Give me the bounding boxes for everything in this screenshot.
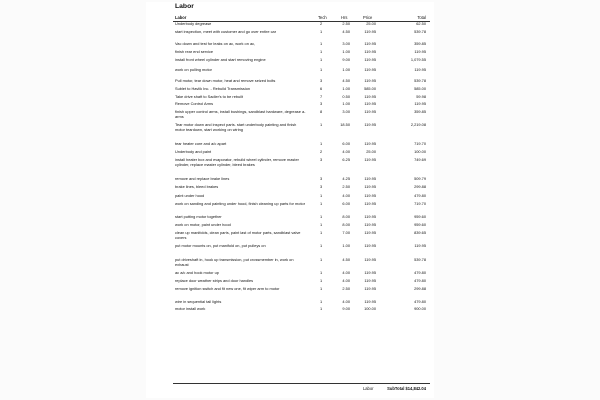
row-total: 359.85 bbox=[414, 109, 426, 114]
row-hours: 4.50 bbox=[342, 78, 350, 83]
row-hours: 1.00 bbox=[342, 49, 350, 54]
row-price: 119.95 bbox=[364, 49, 376, 54]
row-total: 509.79 bbox=[414, 176, 426, 181]
row-hours: 18.50 bbox=[340, 122, 350, 127]
row-tech: 1 bbox=[320, 286, 323, 291]
row-price: 119.95 bbox=[364, 41, 376, 46]
header-price: Price bbox=[363, 15, 373, 20]
row-description: remove and replace brake lines bbox=[175, 176, 230, 181]
row-tech: 2 bbox=[320, 149, 323, 154]
row-tech: 1 bbox=[320, 270, 323, 275]
row-price: 119.95 bbox=[364, 109, 376, 114]
row-hours: 4.00 bbox=[342, 270, 350, 275]
row-description: start putting motor together bbox=[175, 214, 222, 219]
row-description: replace door weather strips and door handles bbox=[175, 278, 254, 283]
row-description: Vac down and test for leaks on ac, work on ac, bbox=[175, 41, 256, 46]
row-total: 299.88 bbox=[414, 184, 426, 189]
row-hours: 8.00 bbox=[342, 222, 350, 227]
row-total: 900.00 bbox=[414, 306, 426, 311]
row-total: 479.80 bbox=[414, 299, 426, 304]
row-price: 119.95 bbox=[364, 278, 376, 283]
row-hours: 3.00 bbox=[342, 41, 350, 46]
row-tech: 1 bbox=[320, 278, 323, 283]
row-price: 119.95 bbox=[364, 286, 376, 291]
row-total: 1,079.55 bbox=[410, 57, 426, 62]
row-price: 25.00 bbox=[366, 21, 376, 26]
row-price: 119.95 bbox=[364, 101, 376, 106]
row-total: 719.70 bbox=[414, 201, 426, 206]
row-price: 119.95 bbox=[364, 257, 376, 262]
row-total: 100.00 bbox=[414, 149, 426, 154]
row-price: 119.95 bbox=[364, 299, 376, 304]
row-hours: 4.00 bbox=[342, 149, 350, 154]
row-total: 119.95 bbox=[414, 49, 426, 54]
row-total: 839.65 bbox=[414, 230, 426, 235]
row-description: brake lines, bleed brakes bbox=[175, 184, 219, 189]
row-tech: 6 bbox=[320, 86, 323, 91]
subtotal: SubTotal $14,842.04 bbox=[387, 386, 426, 391]
header-total: Total bbox=[417, 15, 426, 20]
row-tech: 3 bbox=[320, 184, 323, 189]
row-total: 479.80 bbox=[414, 270, 426, 275]
footer-label: Labor bbox=[363, 386, 374, 391]
row-tech: 3 bbox=[320, 78, 323, 83]
row-total: 62.50 bbox=[416, 21, 426, 26]
row-tech: 3 bbox=[320, 157, 323, 162]
row-total: 719.70 bbox=[414, 141, 426, 146]
row-price: 119.95 bbox=[364, 270, 376, 275]
row-price: 119.95 bbox=[364, 184, 376, 189]
row-price: 119.95 bbox=[364, 57, 376, 62]
row-description: paint under hood bbox=[175, 193, 205, 198]
header-tech: Tech bbox=[318, 15, 327, 20]
row-tech: 1 bbox=[320, 141, 323, 146]
row-total: 539.78 bbox=[414, 78, 426, 83]
row-price: 100.00 bbox=[364, 306, 376, 311]
row-tech: 1 bbox=[320, 230, 323, 235]
row-hours: 2.50 bbox=[342, 184, 350, 189]
row-description: Sublet to Havlik Inc. - Rebuild Transmission bbox=[175, 86, 251, 91]
row-total: 539.78 bbox=[414, 257, 426, 262]
row-description: Tear motor down and inspect parts. start underbody painting and finish motor teardown, start working on wiring bbox=[175, 122, 297, 132]
row-tech: 1 bbox=[320, 122, 323, 127]
row-description: finish upper control arms, install bushings, sandblast hardware, degrease a-arms bbox=[175, 109, 306, 119]
row-description: Remove Control Arms bbox=[175, 101, 214, 106]
row-tech: 1 bbox=[320, 41, 323, 46]
row-hours: 6.00 bbox=[342, 141, 350, 146]
table-header bbox=[173, 15, 430, 22]
row-description: put motor mounts on, put manifold on, put pulleys on bbox=[175, 243, 266, 248]
row-description: finish rear end service bbox=[175, 49, 214, 54]
row-total: 299.88 bbox=[414, 286, 426, 291]
row-tech: 1 bbox=[320, 57, 323, 62]
row-hours: 1.00 bbox=[342, 101, 350, 106]
row-description: tear heater core and a/c apart bbox=[175, 141, 227, 146]
row-price: 119.95 bbox=[364, 141, 376, 146]
row-hours: 4.50 bbox=[342, 29, 350, 34]
row-description: Underbody and paint bbox=[175, 149, 212, 154]
row-total: 539.78 bbox=[414, 29, 426, 34]
header-labor: Labor bbox=[175, 15, 187, 20]
row-tech: 7 bbox=[320, 94, 323, 99]
header-hrs: Hrs bbox=[341, 15, 348, 20]
row-hours: 9.00 bbox=[342, 57, 350, 62]
row-hours: 1.00 bbox=[342, 86, 350, 91]
row-price: 119.95 bbox=[364, 193, 376, 198]
row-price: 119.95 bbox=[364, 214, 376, 219]
row-tech: 3 bbox=[320, 101, 323, 106]
page-title: Labor bbox=[175, 3, 194, 10]
row-description: Take drive shaft to Sadler's to be rebuilt bbox=[175, 94, 243, 99]
row-tech: 1 bbox=[320, 214, 323, 219]
row-description: wire in sequential tail lights bbox=[175, 299, 222, 304]
row-tech: 1 bbox=[320, 222, 323, 227]
row-tech: 1 bbox=[320, 299, 323, 304]
row-description: work on sanding and painting under hood, finish cleaning up parts for motor bbox=[175, 201, 305, 206]
row-hours: 9.00 bbox=[342, 306, 350, 311]
row-total: 119.95 bbox=[414, 243, 426, 248]
row-price: 119.95 bbox=[364, 78, 376, 83]
row-hours: 6.25 bbox=[342, 157, 350, 162]
row-tech: 1 bbox=[320, 49, 323, 54]
row-tech: 3 bbox=[320, 176, 323, 181]
row-hours: 1.00 bbox=[342, 243, 350, 248]
row-tech: 8 bbox=[320, 109, 323, 114]
row-hours: 3.00 bbox=[342, 109, 350, 114]
row-price: 119.95 bbox=[364, 243, 376, 248]
row-description: install front wheel cylinder and start removing engine bbox=[175, 57, 266, 62]
row-tech: 1 bbox=[320, 29, 323, 34]
row-tech: 2 bbox=[320, 21, 323, 26]
row-price: 585.00 bbox=[364, 86, 376, 91]
row-price: 25.00 bbox=[366, 149, 376, 154]
row-hours: 7.00 bbox=[342, 230, 350, 235]
row-total: 59.98 bbox=[416, 94, 426, 99]
row-hours: 4.50 bbox=[342, 257, 350, 262]
row-hours: 4.00 bbox=[342, 278, 350, 283]
row-total: 749.69 bbox=[414, 157, 426, 162]
row-price: 119.95 bbox=[364, 176, 376, 181]
row-total: 959.60 bbox=[414, 222, 426, 227]
row-price: 119.95 bbox=[364, 201, 376, 206]
row-total: 479.80 bbox=[414, 193, 426, 198]
row-description: remove ignition switch and fit new one, fit wiper arm to motor bbox=[175, 286, 280, 291]
row-tech: 1 bbox=[320, 67, 323, 72]
row-price: 119.95 bbox=[364, 67, 376, 72]
row-price: 119.95 bbox=[364, 29, 376, 34]
row-tech: 1 bbox=[320, 243, 323, 248]
row-description: install heater box and evaporator, rebuild wheel cylinder, remove master cylinder, replace master cylinder, bleed brakes bbox=[175, 157, 299, 167]
row-hours: 0.50 bbox=[342, 94, 350, 99]
row-price: 119.95 bbox=[364, 157, 376, 162]
row-description: Pull motor, tear down motor, heat and remove seized bolts bbox=[175, 78, 276, 83]
row-total: 479.80 bbox=[414, 278, 426, 283]
row-total: 359.85 bbox=[414, 41, 426, 46]
row-total: 2,219.08 bbox=[410, 122, 426, 127]
row-description: clean up manifolds, clean parts, paint last of motor parts, sandblast valve covers bbox=[175, 230, 301, 240]
row-tech: 1 bbox=[320, 193, 323, 198]
row-price: 119.95 bbox=[364, 230, 376, 235]
row-total: 585.00 bbox=[414, 86, 426, 91]
row-total: 119.95 bbox=[414, 101, 426, 106]
row-description: Underbody degrease bbox=[175, 21, 212, 26]
row-total: 959.60 bbox=[414, 214, 426, 219]
row-hours: 8.00 bbox=[342, 214, 350, 219]
row-total: 119.95 bbox=[414, 67, 426, 72]
row-hours: 6.00 bbox=[342, 201, 350, 206]
row-price: 119.95 bbox=[364, 222, 376, 227]
row-description: motor install work bbox=[175, 306, 206, 311]
row-hours: 4.00 bbox=[342, 193, 350, 198]
row-description: put driveshaft in, hook up transmission, put crossmember in, work on exhaust bbox=[175, 257, 294, 267]
row-hours: 4.25 bbox=[342, 176, 350, 181]
row-hours: 1.00 bbox=[342, 67, 350, 72]
row-tech: 1 bbox=[320, 306, 323, 311]
row-tech: 1 bbox=[320, 201, 323, 206]
row-description: work on pulling motor bbox=[175, 67, 212, 72]
row-price: 119.95 bbox=[364, 122, 376, 127]
row-hours: 4.00 bbox=[342, 299, 350, 304]
row-price: 119.95 bbox=[364, 94, 376, 99]
row-hours: 2.50 bbox=[342, 21, 350, 26]
row-description: start inspection, meet with customer and go over entire car bbox=[175, 29, 276, 34]
row-tech: 1 bbox=[320, 257, 323, 262]
row-hours: 2.50 bbox=[342, 286, 350, 291]
row-description: work on motor, paint under hood bbox=[175, 222, 231, 227]
row-description: ac a/c and hook motor up bbox=[175, 270, 219, 275]
table-footer bbox=[173, 383, 430, 392]
